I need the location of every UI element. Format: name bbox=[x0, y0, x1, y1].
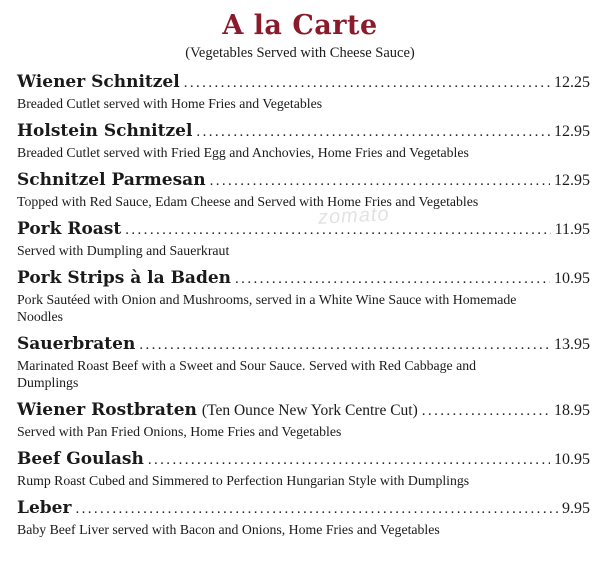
menu-item-price: 13.95 bbox=[554, 336, 590, 353]
menu-item-description: Served with Dumpling and Sauerkraut bbox=[17, 243, 230, 258]
dot-leader bbox=[210, 171, 550, 191]
menu-item-price: 12.95 bbox=[554, 172, 590, 189]
menu-item-name: Schnitzel Parmesan bbox=[17, 170, 206, 190]
menu-item-header bbox=[17, 268, 590, 289]
menu-item-price: 18.95 bbox=[554, 402, 590, 419]
menu-item bbox=[17, 170, 590, 210]
menu-subtitle: (Vegetables Served with Cheese Sauce) bbox=[185, 45, 415, 61]
dot-leader bbox=[196, 122, 550, 142]
menu-item-header bbox=[17, 334, 590, 355]
menu-item bbox=[17, 400, 590, 440]
menu-item-name: Sauerbraten bbox=[17, 334, 136, 354]
menu-item bbox=[17, 498, 590, 538]
menu-item bbox=[17, 121, 590, 161]
menu-item-name: Wiener Schnitzel bbox=[17, 72, 180, 92]
dot-leader bbox=[184, 73, 550, 93]
menu-item bbox=[17, 219, 590, 259]
menu-item-description: Breaded Cutlet served with Fried Egg and Anchovies, Home Fries and Vegetables bbox=[17, 145, 469, 160]
menu-item-description: Breaded Cutlet served with Home Fries and Vegetables bbox=[17, 96, 323, 111]
menu-item bbox=[17, 334, 590, 391]
watermark-logo: zomato bbox=[317, 203, 391, 229]
menu-item-price: 10.95 bbox=[554, 451, 590, 468]
menu-item-description: Pork Sautéed with Onion and Mushrooms, served in a White Wine Sauce with Homemade Noodles bbox=[17, 292, 517, 324]
menu-item bbox=[17, 449, 590, 489]
menu-item bbox=[17, 72, 590, 112]
menu-item-name: Pork Roast bbox=[17, 219, 122, 239]
menu-item-header bbox=[17, 400, 590, 421]
menu-item-name: Beef Goulash bbox=[17, 449, 144, 469]
dot-leader bbox=[125, 220, 550, 240]
menu-item-header bbox=[17, 498, 590, 519]
dot-leader bbox=[235, 269, 550, 289]
menu-item-header bbox=[17, 449, 590, 470]
menu-title: A la Carte bbox=[222, 10, 378, 41]
menu-item-description: Rump Roast Cubed and Simmered to Perfection Hungarian Style with Dumplings bbox=[17, 473, 470, 488]
menu-item-name: Pork Strips à la Baden bbox=[17, 268, 232, 288]
dot-leader bbox=[75, 499, 558, 519]
menu-item-price: 11.95 bbox=[554, 221, 590, 238]
menu-item-description: Served with Pan Fried Onions, Home Fries and Vegetables bbox=[17, 424, 342, 439]
menu-item bbox=[17, 268, 590, 325]
dot-leader bbox=[139, 335, 550, 355]
menu-item-price: 10.95 bbox=[554, 270, 590, 287]
menu-item-header bbox=[17, 170, 590, 191]
menu-item-name: Leber bbox=[17, 498, 72, 518]
menu-item-header bbox=[17, 219, 590, 240]
menu-item-description: Marinated Roast Beef with a Sweet and Sour Sauce. Served with Red Cabbage and Dumplings bbox=[17, 358, 477, 390]
menu-item-description: Baby Beef Liver served with Bacon and Onions, Home Fries and Vegetables bbox=[17, 522, 440, 537]
menu-item-note: (Ten Ounce New York Centre Cut) bbox=[201, 402, 418, 419]
menu-header bbox=[0, 0, 600, 62]
menu-item-header bbox=[17, 72, 590, 93]
menu-items-list bbox=[17, 72, 590, 547]
menu-item-name: Holstein Schnitzel bbox=[17, 121, 193, 141]
menu-item-name: Wiener Rostbraten bbox=[17, 400, 197, 420]
menu-item-description: Topped with Red Sauce, Edam Cheese and Served with Home Fries and Vegetables bbox=[17, 194, 479, 209]
dot-leader bbox=[422, 401, 550, 421]
menu-item-price: 12.95 bbox=[554, 123, 590, 140]
menu-item-header bbox=[17, 121, 590, 142]
menu-item-price: 9.95 bbox=[562, 500, 590, 517]
menu-item-price: 12.25 bbox=[554, 74, 590, 91]
dot-leader bbox=[148, 450, 550, 470]
